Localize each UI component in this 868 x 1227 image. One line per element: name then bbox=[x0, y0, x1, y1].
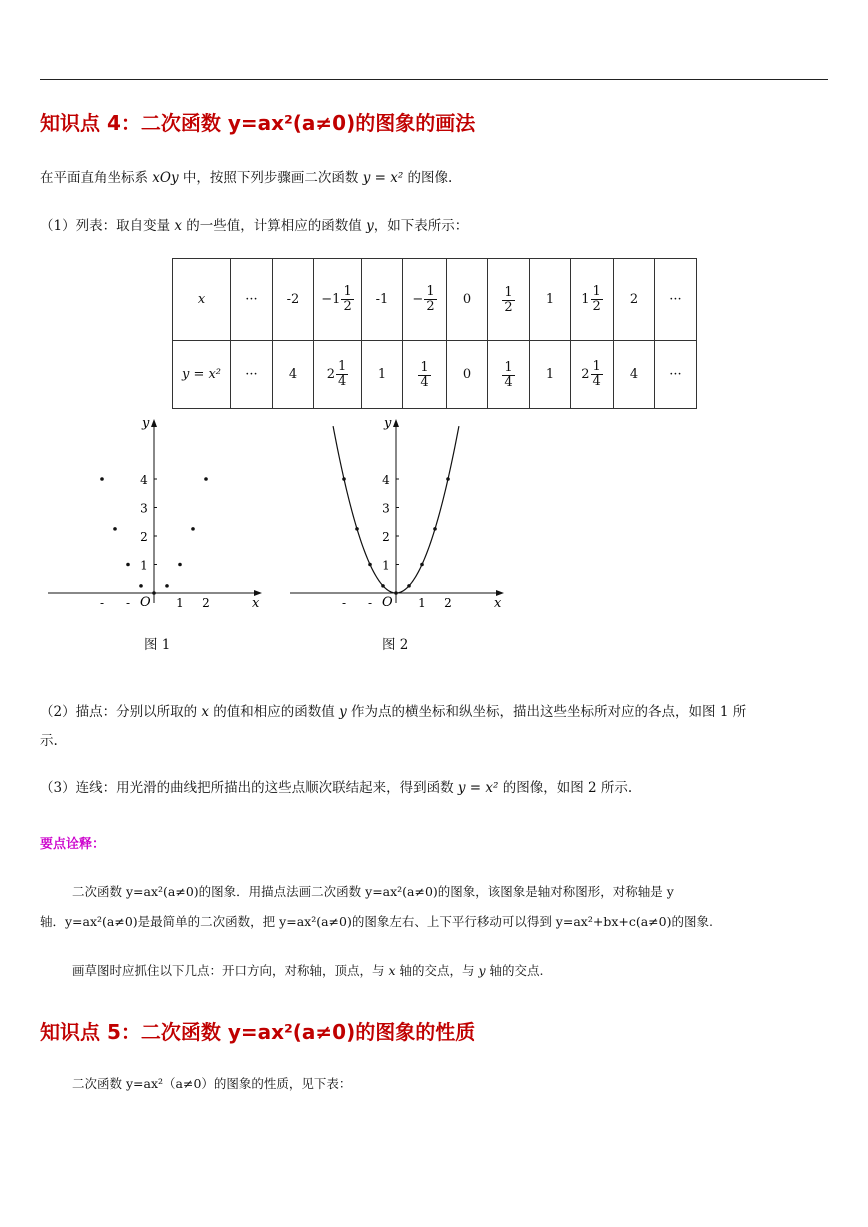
x-axis-label: x bbox=[494, 596, 502, 611]
header-x-text: x bbox=[197, 292, 206, 307]
keypoints-label: 要点诠释： bbox=[40, 837, 106, 852]
x-cell-1 bbox=[273, 259, 314, 341]
x-tick-label: 1 bbox=[176, 596, 184, 610]
cell-value: 1 bbox=[377, 367, 387, 382]
x-cell-4 bbox=[403, 259, 447, 341]
step2-y: y bbox=[339, 704, 347, 720]
x-cell-5 bbox=[447, 259, 488, 341]
y-tick-label: 2 bbox=[140, 530, 148, 544]
data-point bbox=[420, 563, 424, 567]
data-point bbox=[100, 477, 104, 481]
figure1-plot bbox=[40, 415, 270, 615]
values-table bbox=[172, 258, 697, 409]
cell-value: 4 bbox=[288, 367, 298, 382]
cell-fraction bbox=[327, 360, 349, 388]
data-point bbox=[446, 477, 450, 481]
y-tick-label: 1 bbox=[140, 558, 148, 573]
cell-value: 1 bbox=[545, 367, 555, 382]
step1-mid: 的一些值，计算相应的函数值 bbox=[182, 218, 367, 234]
x-tick-label: - bbox=[367, 596, 373, 610]
fraction-denominator: 2 bbox=[426, 299, 435, 314]
origin-label: O bbox=[140, 595, 151, 610]
x-tick-label: - bbox=[99, 596, 105, 610]
data-point bbox=[139, 584, 143, 588]
step2-line1 bbox=[40, 704, 746, 720]
y-axis-arrow-icon bbox=[151, 419, 157, 427]
fraction bbox=[336, 360, 348, 388]
fraction bbox=[591, 360, 603, 388]
step3-suffix: 的图像，如图 2 所示. bbox=[498, 780, 633, 796]
y-tick-label: 4 bbox=[382, 473, 390, 487]
cell-fraction bbox=[418, 361, 430, 389]
cell-value: ··· bbox=[245, 367, 258, 382]
fraction-whole: 2 bbox=[326, 367, 335, 382]
keypoints-p1-line1: 二次函数 y=ax²(a≠0)的图象．用描点法画二次函数 y=ax²(a≠0)的图象，该图象是轴对称图形，对称轴是 y bbox=[72, 884, 674, 899]
fraction-numerator: 1 bbox=[592, 359, 601, 375]
x-tick-label: - bbox=[341, 596, 347, 610]
x-cell-10 bbox=[655, 259, 697, 341]
step3-formula: y = x² bbox=[457, 780, 499, 796]
y-cell-2 bbox=[314, 341, 362, 409]
keypoints-p1-line2: 轴．y=ax²(a≠0)是最简单的二次函数，把 y=ax²(a≠0)的图象左右、上下平行移动可以得到 y=ax²+bx+c(a≠0)的图象. bbox=[40, 914, 713, 929]
x-cell-8 bbox=[571, 259, 614, 341]
fraction-numerator: 1 bbox=[592, 284, 601, 300]
fraction-numerator: 1 bbox=[504, 284, 513, 300]
y-tick-label: 4 bbox=[140, 473, 148, 487]
step1-suffix: ，如下表所示： bbox=[373, 218, 469, 234]
y-tick-label: 1 bbox=[382, 558, 390, 573]
intro-formula: y = x² bbox=[362, 170, 404, 186]
fraction-whole: 1 bbox=[581, 292, 590, 307]
table-row-y bbox=[173, 341, 697, 409]
step3-prefix: （3）连线：用光滑的曲线把所描出的这些点顺次联结起来，得到函数 bbox=[40, 780, 458, 796]
fraction-numerator: 1 bbox=[343, 284, 352, 300]
data-point bbox=[113, 527, 117, 531]
cell-value: ··· bbox=[245, 292, 258, 307]
fraction-denominator: 4 bbox=[420, 374, 429, 390]
figure1-caption: 图 1 bbox=[144, 637, 171, 653]
fraction-denominator: 2 bbox=[592, 299, 601, 314]
fraction-denominator: 4 bbox=[504, 374, 513, 390]
table-row-x bbox=[173, 259, 697, 341]
table-header-x bbox=[173, 259, 231, 341]
p2-mid: 轴的交点，与 bbox=[395, 963, 479, 978]
cell-fraction bbox=[321, 285, 353, 313]
y-cell-6 bbox=[488, 341, 530, 409]
y-cell-10 bbox=[655, 341, 697, 409]
header-rule bbox=[40, 79, 828, 80]
step1-prefix: （1）列表：取自变量 bbox=[40, 218, 175, 234]
y-cell-0 bbox=[231, 341, 273, 409]
y-cell-3 bbox=[362, 341, 403, 409]
step1-text bbox=[40, 218, 468, 234]
data-point bbox=[368, 563, 372, 567]
cell-fraction bbox=[412, 285, 436, 313]
cell-fraction bbox=[581, 360, 603, 388]
fraction-denominator: 4 bbox=[592, 374, 601, 389]
fraction bbox=[591, 285, 603, 313]
cell-fraction bbox=[502, 286, 514, 314]
y-cell-4 bbox=[403, 341, 447, 409]
step2-line2: 示. bbox=[40, 733, 58, 749]
y-axis-arrow-icon bbox=[393, 419, 399, 427]
cell-value: -2 bbox=[286, 292, 300, 307]
y-tick-label: 2 bbox=[382, 530, 390, 544]
fraction-whole: −1 bbox=[321, 292, 341, 307]
data-point bbox=[342, 477, 346, 481]
data-point bbox=[204, 477, 208, 481]
header-y-text: y = x² bbox=[181, 367, 222, 382]
fraction-numerator: 1 bbox=[420, 359, 429, 375]
data-point bbox=[355, 527, 359, 531]
data-point bbox=[433, 527, 437, 531]
y-tick-label: 3 bbox=[382, 501, 390, 516]
intro-xoy: xOy bbox=[152, 170, 179, 186]
data-point bbox=[126, 563, 130, 567]
p2-prefix: 画草图时应抓住以下几点：开口方向，对称轴，顶点，与 bbox=[72, 963, 389, 978]
figure2-caption: 图 2 bbox=[382, 637, 409, 653]
figure2-plot bbox=[282, 415, 512, 615]
step1-y: y bbox=[366, 218, 374, 234]
fraction-denominator: 4 bbox=[338, 374, 347, 389]
fraction-whole: 2 bbox=[581, 367, 590, 382]
x-cell-6 bbox=[488, 259, 530, 341]
intro-prefix: 在平面直角坐标系 bbox=[40, 170, 153, 186]
x-cell-7 bbox=[530, 259, 571, 341]
step2-mid: 的值和相应的函数值 bbox=[209, 704, 340, 720]
fraction bbox=[502, 361, 514, 389]
fraction-numerator: 1 bbox=[338, 359, 347, 375]
data-point bbox=[381, 584, 385, 588]
fraction bbox=[341, 285, 353, 313]
y-cell-7 bbox=[530, 341, 571, 409]
table-header-y bbox=[173, 341, 231, 409]
step2-prefix: （2）描点：分别以所取的 bbox=[40, 704, 202, 720]
cell-value: -1 bbox=[375, 292, 389, 307]
keypoints-p2 bbox=[72, 963, 544, 978]
cell-fraction bbox=[581, 285, 603, 313]
x-tick-label: - bbox=[125, 596, 131, 610]
x-tick-label: 2 bbox=[202, 596, 210, 610]
y-cell-8 bbox=[571, 341, 614, 409]
step1-x: x bbox=[174, 218, 183, 234]
step2-x: x bbox=[201, 704, 210, 720]
data-point bbox=[191, 527, 195, 531]
fraction-denominator: 2 bbox=[343, 299, 352, 314]
x-cell-9 bbox=[614, 259, 655, 341]
fraction-whole: − bbox=[412, 292, 424, 307]
y-cell-5 bbox=[447, 341, 488, 409]
fraction-numerator: 1 bbox=[426, 284, 435, 300]
section5-heading: 知识点 5：二次函数 y=ax²(a≠0)的图象的性质 bbox=[40, 1020, 476, 1044]
cell-value: 4 bbox=[629, 367, 639, 382]
cell-value: 0 bbox=[462, 367, 472, 382]
x-cell-2 bbox=[314, 259, 362, 341]
section4-intro bbox=[40, 170, 452, 186]
data-point bbox=[152, 591, 156, 595]
p2-suffix: 轴的交点. bbox=[485, 963, 544, 978]
y-tick-label: 3 bbox=[140, 501, 148, 516]
y-cell-9 bbox=[614, 341, 655, 409]
fraction bbox=[502, 286, 514, 314]
fraction bbox=[424, 285, 436, 313]
y-cell-1 bbox=[273, 341, 314, 409]
step3-text bbox=[40, 780, 632, 796]
p2-x: x bbox=[388, 963, 396, 978]
x-tick-label: 2 bbox=[444, 596, 452, 610]
data-point bbox=[178, 563, 182, 567]
data-point bbox=[165, 584, 169, 588]
p2-y: y bbox=[478, 963, 486, 978]
cell-value: 2 bbox=[629, 292, 639, 307]
cell-value: 1 bbox=[545, 292, 555, 307]
step2-suffix: 作为点的横坐标和纵坐标，描出这些坐标所对应的各点，如图 1 所 bbox=[346, 704, 747, 720]
x-tick-label: 1 bbox=[418, 596, 426, 610]
fraction-numerator: 1 bbox=[504, 359, 513, 375]
data-point bbox=[407, 584, 411, 588]
section4-heading: 知识点 4：二次函数 y=ax²(a≠0)的图象的画法 bbox=[40, 111, 476, 135]
intro-suffix: 的图像. bbox=[403, 170, 453, 186]
cell-value: ··· bbox=[669, 367, 682, 382]
x-cell-0 bbox=[231, 259, 273, 341]
data-point bbox=[394, 591, 398, 595]
origin-label: O bbox=[382, 595, 393, 610]
fraction bbox=[418, 361, 430, 389]
y-axis-label: y bbox=[384, 416, 392, 431]
x-cell-3 bbox=[362, 259, 403, 341]
fraction-denominator: 2 bbox=[504, 299, 513, 315]
cell-value: ··· bbox=[669, 292, 682, 307]
x-axis-label: x bbox=[252, 596, 260, 611]
intro-mid: 中，按照下列步骤画二次函数 bbox=[178, 170, 363, 186]
y-axis-label: y bbox=[142, 416, 150, 431]
section5-intro: 二次函数 y=ax²（a≠0）的图象的性质，见下表： bbox=[72, 1076, 352, 1091]
cell-fraction bbox=[502, 361, 514, 389]
cell-value: 0 bbox=[462, 292, 472, 307]
